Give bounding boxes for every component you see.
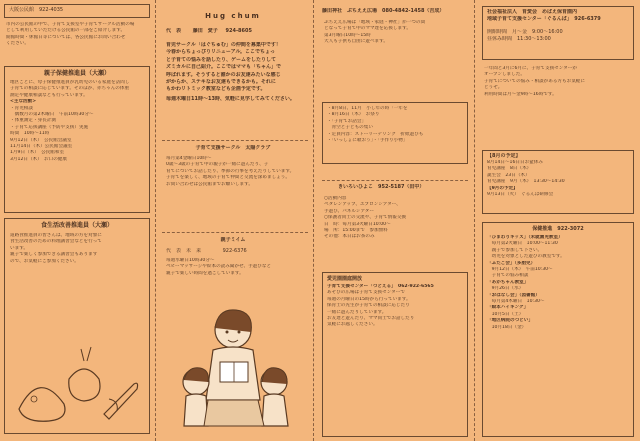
intro-line: と子育ての悩みを話したり、ゲームをしたりして (166, 56, 277, 63)
event-line: 誕生会 23日（木） (487, 172, 530, 178)
club2-line: 0歳～3歳の子育て中の親子が一緒に遊んだり、子 (166, 162, 269, 168)
rep-line (166, 28, 306, 35)
hiyoko-line: ペタレンアップ、エプロンシアター、 (324, 202, 401, 208)
section-line: ので、お気軽にご参加ください。 (10, 258, 79, 264)
center-header-1: 社会福祉法人 育愛会 めばえ保育園内 (487, 9, 578, 15)
schedule-line: 青空と子どもの集い (327, 125, 373, 131)
health-line: 毎月第2火曜日 10:00～11:30 (487, 241, 558, 247)
garden-box (322, 272, 468, 437)
hiyoko-line: ○活動内容 (324, 196, 347, 201)
section-line: 偶数月の第2木曜日 午前10時30分～ (10, 112, 94, 118)
section-line: 食生活改善のための料理講習会などを行って (10, 239, 102, 245)
garden-line: 子育て支援センター「つどえる」 062-922-6565 (327, 284, 434, 289)
garden-line: 一緒に遊んだりしています。 (327, 309, 387, 315)
garden-header: 愛児園園庭開放 (327, 276, 363, 282)
hiyoko-header: きいろいひよこ 952-5187（田中） (338, 184, 425, 190)
garden-line: 保育士の先生が子育ての相談に応じたり (327, 303, 410, 309)
shrine-line: 大人も子供も自由に遊べます。 (324, 39, 388, 45)
section-line: <主な活動> (10, 99, 37, 105)
shrine-line: 第3月曜日10時～15時 (324, 32, 371, 38)
events-title: 【8月の予定】 (487, 153, 521, 159)
schedule-line: ・「子育てお話会」 (327, 118, 367, 124)
schedule-line: ・定員内容：ストーリーテリング 折紙遊びも (327, 131, 424, 137)
intro-line: 今春からちょっぴりリニューアル。ここでちょっ (166, 49, 276, 56)
hiyoko-line: ○保護者同士の交流や、子育て情報交換 (324, 215, 407, 221)
section-title: 親子保健推進員（大瀬） (43, 70, 110, 77)
health-line: 「おはなし会」（図書館） (487, 292, 540, 298)
section-line: ・育児相談 (10, 105, 33, 111)
vegetables-illustration (9, 339, 145, 427)
header-text: 大阪公民館 922-4035 (9, 7, 64, 13)
section-line: 測定や健康相談なども行っています。 (10, 92, 88, 98)
schedule-line: ・「いっしょに歌おう」・「手作り小物」 (327, 138, 408, 144)
club3-line: 毎週水曜日10時30分～ (166, 258, 215, 263)
section-line: 親子で楽しく参加できる講習会もあります (10, 252, 98, 258)
health-line: 10月18日（金） (487, 324, 527, 330)
hiyoko-body (324, 196, 468, 241)
center-intro (484, 66, 634, 98)
garden-line: あそびの広場は子育て支援センターで (327, 290, 405, 296)
health-line: 子育ての悩み相談 (487, 273, 529, 279)
shrine-line: ぷちええ広場は「地域・家庭・神社」が一つの間 (324, 20, 426, 25)
section-box-1 (4, 66, 150, 213)
garden-line: 毎週の月曜日の15時から行っています。 (327, 296, 411, 302)
section-line: 時間 10時～11時 (10, 131, 50, 137)
center-header-2: 地域子育て支援センター「ぐるんぱ」 926-6379 (487, 16, 601, 22)
rep-phone: 924-8605 (225, 28, 252, 34)
intro-line: 子育てについての悩み・相談がある方もお気軽に (484, 78, 585, 84)
section-line: 道路食推進員の皆さんは、地域の方を対象に (10, 233, 102, 238)
center-header-box (482, 6, 634, 60)
intro-line: 開館時間・休館日等については、各公民館にお問い合わせ (6, 34, 126, 40)
event-line: 育児講座 8日（木） (487, 166, 532, 172)
rep-label: 代 表 (166, 28, 182, 34)
header-box (4, 4, 150, 18)
section-title: 食生活改善推進員（大瀬） (40, 222, 113, 229)
schedule-box (322, 102, 468, 164)
rep-name: 藤田 愛子 (192, 28, 218, 34)
club3-line: 親子で楽しい時間を過ごしています。 (166, 270, 244, 276)
section-line: います。 (10, 245, 29, 251)
club2-line: 毎月第4金曜日10時～ (166, 156, 212, 161)
hugchum-intro (166, 42, 306, 103)
intro-line: 利用時間は月～金9時～16時です。 (484, 91, 557, 97)
intro-block (6, 22, 148, 48)
intro-line: がからか、ステキなお友達もできるかも。それに (166, 79, 276, 86)
column-1 (0, 0, 152, 441)
section-divider (162, 140, 308, 141)
health-line: 「絵本ハイキング」 (487, 305, 529, 311)
intro-line: ください。 (6, 41, 29, 47)
event-line: 9月13日（火） ぐるんぱ研修会 (487, 192, 554, 198)
shrine-line: となって子育て中のママ達を応援します。 (324, 26, 411, 32)
section-line: 子育ての相談に応じています。そのほか、赤ちゃんの体重 (10, 86, 130, 92)
hiyoko-line: その他：本日はお茶のみ (324, 234, 375, 240)
garden-line: お友達と遊んだり、ママ同士でお話したり (327, 316, 415, 322)
section-line: 1月9日（木） 公民館和室 (10, 150, 65, 156)
schedule-line: ・8月8日、11月 小し年の時「一年を (327, 106, 408, 111)
club3-line: ベビーマッサージや絵本の読み聞かせ、手遊びなど (166, 264, 272, 270)
intro-line: 呼ばれます。そうすると誰かのお友達みたいな感じ (166, 71, 281, 78)
health-line: 「ひまわりキッズ」（未就園児教室） (487, 235, 563, 240)
club2-title: 子育て支援サークル 太陽クラブ (195, 145, 271, 151)
intro-line: どうぞ。 (484, 85, 503, 91)
section-line: 9月12日（木） 公民館会議室 (10, 137, 72, 143)
section-divider (322, 180, 468, 181)
section-line: 地区ごとに、母子保健推進員が乳幼児のいる家庭を訪問し (10, 80, 130, 85)
section-line: ・子育て応援講座（予防や支援）実施 (10, 124, 89, 130)
club2-line: 子育てを楽しく、地域の子育て仲間と交流を深めましょう。 (166, 175, 290, 181)
health-line: 「ふたご会」（多胎児） (487, 260, 536, 266)
column-4 (480, 0, 640, 441)
hiyoko-line: 手遊び、パネルシアター (324, 208, 374, 214)
club3-title: 親子ミイム (220, 237, 246, 243)
health-line: 9月12日（木） 午前10:30～ (487, 267, 553, 273)
section-line: ・体重測定・身長計測 (10, 118, 56, 124)
column-divider (474, 0, 475, 441)
health-line: 「地区病院のつどい」 (487, 318, 533, 324)
intro-line: もかわリトミック教室なども企画予定です。 (166, 86, 266, 93)
intro-line: オープンしました。 (484, 72, 525, 78)
section-line: 3月12日（木） お口の健康 (10, 156, 68, 162)
event-line: 8月14日～16日日お盆休み (487, 160, 543, 165)
column-2 (158, 0, 308, 441)
shrine-body (324, 20, 468, 46)
center-hours: 開館時間 月～金 9:00～16:00 (487, 29, 563, 35)
club3-body (166, 258, 306, 277)
health-line: 10月5日（土） (487, 311, 524, 317)
health-line: 幼児を対象とした遊びの教室です。 (487, 254, 565, 260)
schedule-line: 毎週木曜日11時～13時、気軽に見学してみてください。 (166, 95, 295, 102)
health-header: 保健推進 922-3072 (532, 226, 584, 232)
intro-line: 育児サークル「はぐちゅむ」の仲間を募集中です！ (166, 42, 281, 48)
hiyoko-line: 場 所：15:00まで 参加無料 (324, 228, 388, 234)
section-line: 11月14日（木）公民館会議室 (10, 144, 73, 150)
schedule-line: ・8月16日（木） お祭り (327, 112, 380, 118)
club2-body (166, 156, 306, 188)
section-box-2 (4, 218, 150, 434)
column-divider (313, 0, 314, 441)
section-divider (162, 232, 308, 233)
garden-line: 気軽にお越しください。 (327, 322, 378, 328)
club3-rep (166, 248, 306, 255)
health-line: 9月26日（水） (487, 286, 524, 292)
club2-line: 育てについてお話したり、季節の行事を考えたりしています。 (166, 168, 295, 174)
column-divider (155, 0, 156, 441)
intro-line: 市内の公民館の中で、子育て支援室や子育てサークル活動の場 (6, 22, 135, 27)
intro-line: 一年間と3月に6月に、子育て支援センターが (484, 66, 577, 71)
intro-line: ズミカルに自己紹介。ここではママも「ちゃん」で (166, 64, 282, 71)
shrine-header: 藤田神社 ぷちええ広場 080-4842-1458（吉成） (322, 8, 445, 14)
club3-rep-name: 代 表 未 来 (166, 248, 202, 254)
mother-reading-illustration (178, 300, 298, 432)
event-line: 【9月の予定】 (487, 185, 518, 191)
events-box (482, 150, 634, 214)
health-line: 親子で参加して下さい。 (487, 247, 543, 253)
center-lunch: 昼休み時間 11:30～13:00 (487, 36, 551, 42)
club3-phone: 922-6376 (222, 248, 247, 254)
hiyoko-line: 日 時：毎月第3火曜日10:00～ (324, 221, 391, 227)
health-line: 毎月第4木曜日 10:30～ (487, 299, 545, 305)
column-3 (318, 0, 470, 441)
health-box (482, 222, 634, 437)
health-line: 「あかちゃん教室」 (487, 279, 529, 285)
hugchum-title: Hug chum (205, 12, 261, 20)
club2-line: お問い合わせは公民館までお願いします。 (166, 181, 253, 187)
event-line: 育児講座 9月（木） 13:30～14:30 (487, 179, 565, 185)
intro-line: として利用していただける公民館の一部をご紹介します。 (6, 28, 126, 34)
